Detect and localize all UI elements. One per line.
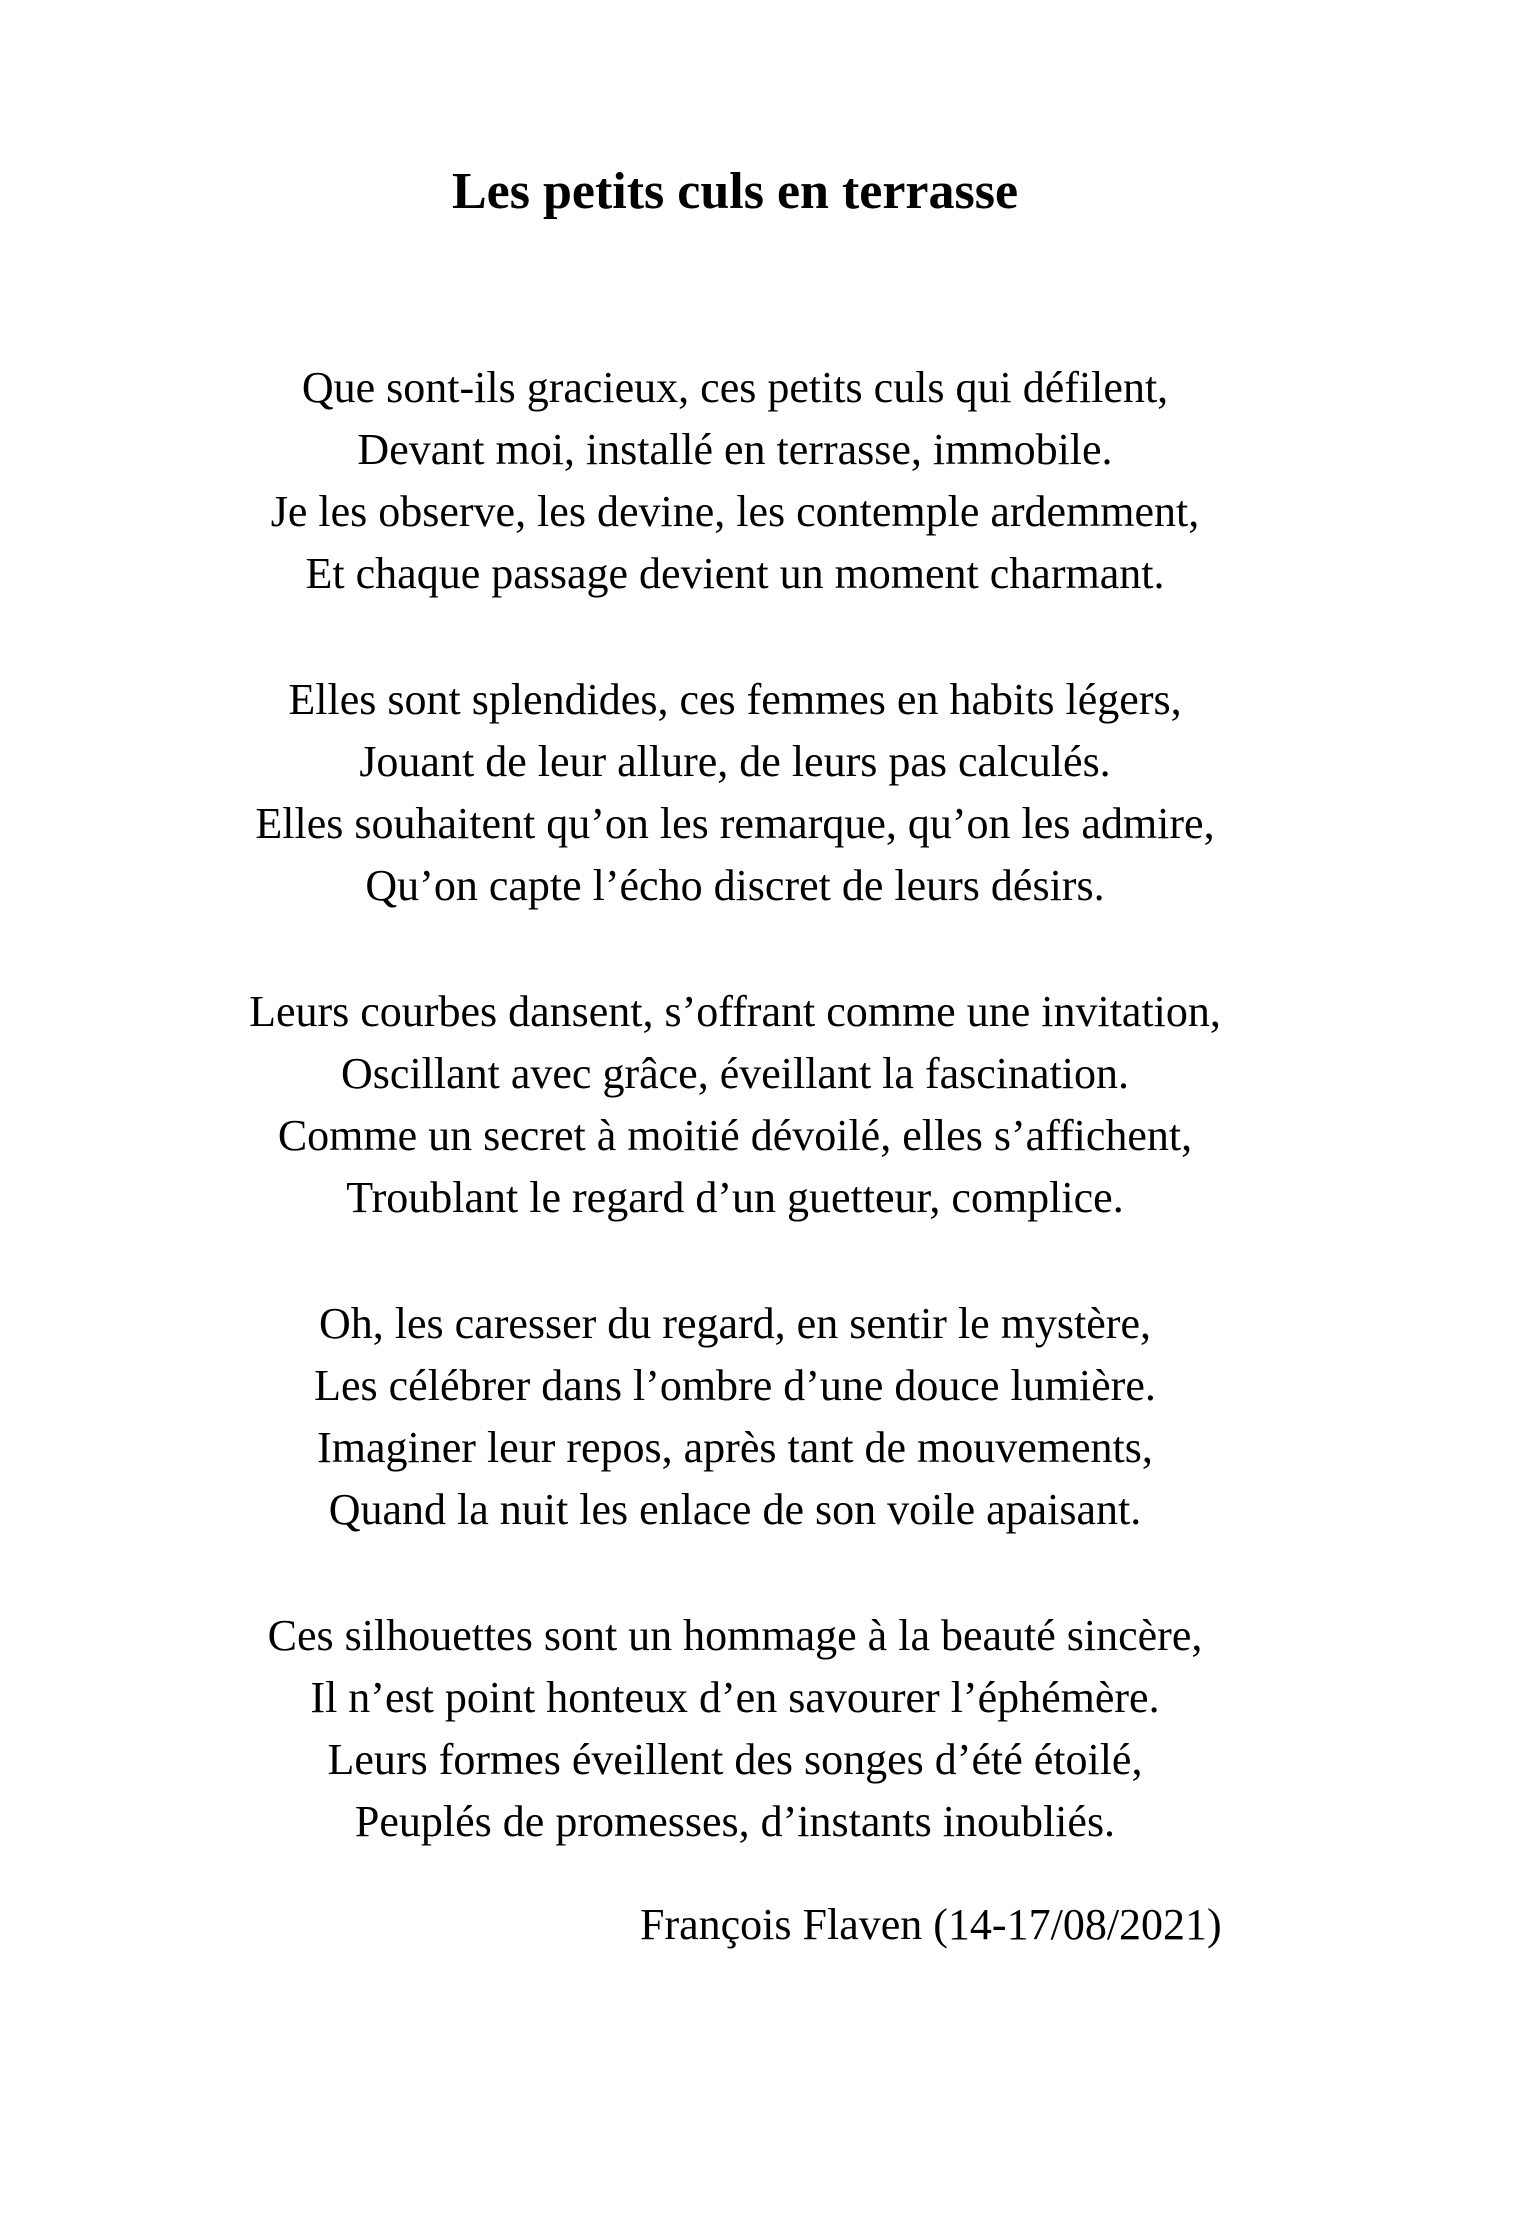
verse-line: Elles souhaitent qu’on les remarque, qu’on les admire, — [255, 799, 1215, 848]
verse-line: Jouant de leur allure, de leurs pas calculés. — [359, 737, 1111, 786]
verse-line: Les célébrer dans l’ombre d’une douce lumière. — [314, 1361, 1156, 1410]
verse-line: Il n’est point honteux d’en savourer l’éphémère. — [310, 1673, 1160, 1722]
verse-line: Oh, les caresser du regard, en sentir le mystère, — [318, 1299, 1151, 1348]
verse-line: Devant moi, installé en terrasse, immobile. — [357, 425, 1113, 474]
verse-line: Qu’on capte l’écho discret de leurs désirs. — [365, 861, 1105, 910]
poem-stanza — [0, 357, 1470, 605]
author-signature: François Flaven (14-17/08/2021) — [640, 1900, 1222, 1949]
verse-line: Oscillant avec grâce, éveillant la fascination. — [341, 1049, 1129, 1098]
verse-line: Elles sont splendides, ces femmes en habits légers, — [288, 675, 1182, 724]
poem-stanza — [0, 981, 1470, 1229]
verse-line: Peuplés de promesses, d’instants inoubliés. — [354, 1797, 1116, 1846]
verse-line: Je les observe, les devine, les contemple ardemment, — [270, 487, 1200, 536]
verse-line: Quand la nuit les enlace de son voile apaisant. — [328, 1485, 1142, 1534]
poem-stanza — [0, 1293, 1470, 1541]
verse-line: Leurs courbes dansent, s’offrant comme une invitation, — [249, 987, 1221, 1036]
verse-line: Imaginer leur repos, après tant de mouvements, — [317, 1423, 1153, 1472]
verse-line: Que sont-ils gracieux, ces petits culs qui défilent, — [301, 363, 1169, 412]
verse-line: Troublant le regard d’un guetteur, complice. — [346, 1173, 1124, 1222]
poem-title: Les petits culs en terrasse — [451, 163, 1019, 220]
poem-stanza — [0, 1605, 1470, 1853]
poem-stanza — [0, 669, 1470, 917]
verse-line: Comme un secret à moitié dévoilé, elles s’affichent, — [277, 1111, 1193, 1160]
verse-line: Leurs formes éveillent des songes d’été étoilé, — [327, 1735, 1143, 1784]
verse-line: Et chaque passage devient un moment charmant. — [305, 549, 1165, 598]
verse-line: Ces silhouettes sont un hommage à la beauté sincère, — [267, 1611, 1203, 1660]
